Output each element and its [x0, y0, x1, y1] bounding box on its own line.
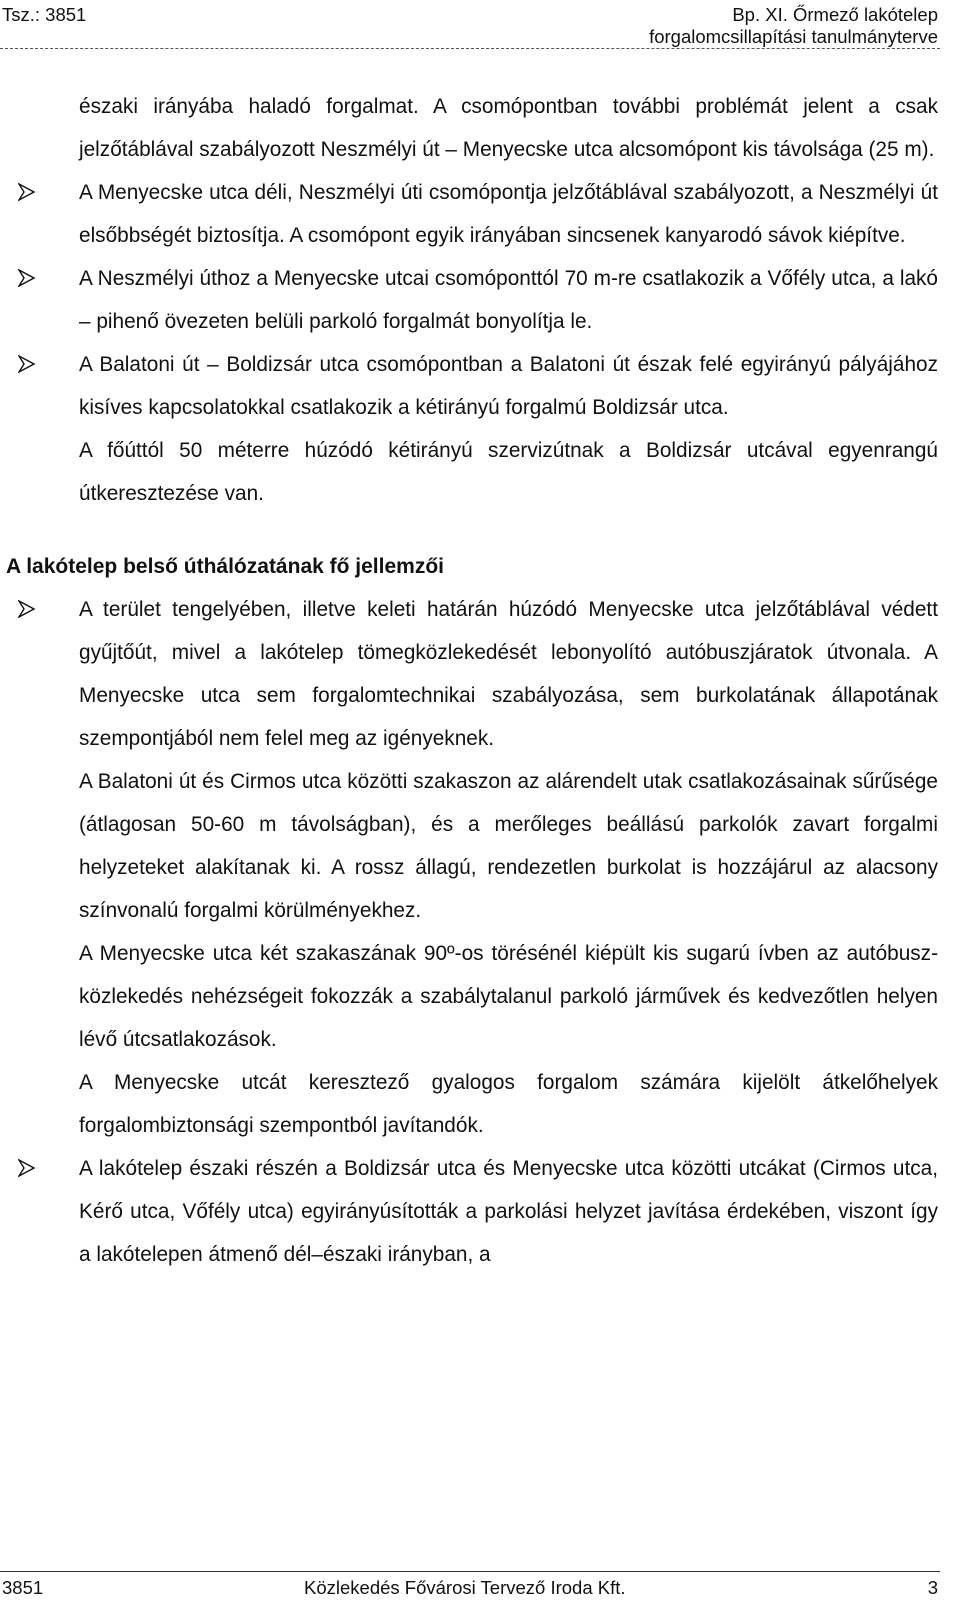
arrowhead-bullet-icon — [18, 183, 36, 201]
paragraph-pedestrian-crossings: A Menyecske utcát keresztező gyalogos forgalom számára kijelölt átkelőhelyek forgalombiztonsági szempontból javítandók. — [79, 1071, 938, 1137]
arrowhead-bullet-icon — [18, 1159, 36, 1177]
arrowhead-bullet-icon — [18, 355, 36, 373]
list-item-text: A terület tengelyében, illetve keleti határán húzódó Menyecske utca jelzőtáblával védett gyűjtőút, mivel a lakótelep tömegközlekedését lebonyolító autóbuszjáratok útvonala. A Menyecske utca sem forgalomtechnikai szabályozása, sem burkolatának állapotának szempontjából nem felel meg az igényeknek. — [79, 598, 938, 750]
arrowhead-bullet-icon — [18, 269, 36, 287]
list-item — [0, 257, 938, 343]
list-item — [0, 1147, 938, 1276]
list-item-text: A Neszmélyi úthoz a Menyecske utcai csomóponttól 70 m-re csatlakozik a Vőfély utca, a lakó – pihenő övezeten belüli parkoló forgalmát bonyolítja le. — [79, 267, 938, 333]
list-item-text: A Balatoni út – Boldizsár utca csomópontban a Balatoni út észak felé egyirányú pályájához kisíves kapcsolatokkal csatlakozik a kétirányú forgalmú Boldizsár utca. — [79, 353, 938, 419]
bullet-list-top — [0, 171, 938, 429]
header-title-line1: Bp. XI. Őrmező lakótelep — [732, 4, 938, 25]
paragraph-balatoni-cirmos: A Balatoni út és Cirmos utca közötti szakaszon az alárendelt utak csatlakozásainak sűrűsége (átlagosan 50-60 m távolságban), és a merőleges beállású parkolók zavart forgalmi helyzeteket alakítanak ki. A rossz állagú, rendezetlen burkolat is hozzájárul az alacsony színvonalú forgalmi körülményekhez. — [79, 770, 938, 922]
bullet-list-last — [0, 1147, 938, 1276]
header-divider — [0, 48, 940, 49]
header-doc-number: Tsz.: 3851 — [2, 4, 87, 25]
footer-page-number: 3 — [927, 1577, 938, 1598]
continuation-paragraph: északi irányába haladó forgalmat. A csomópontban további problémát jelent a csak jelzőtáblával szabályozott Neszmélyi út – Menyecske utca alcsomópont kis távolsága (25 m). — [79, 95, 938, 161]
list-item — [0, 171, 938, 257]
footer-divider — [0, 1571, 940, 1572]
list-item-text: A lakótelep északi részén a Boldizsár utca és Menyecske utca közötti utcákat (Cirmos utca, Kérő utca, Vőfély utca) egyirányúsították a parkolási helyzet javítása érdekében, viszont így a lakótelepen átmenő dél–északi irányban, a — [79, 1157, 938, 1266]
header-title — [649, 4, 938, 48]
paragraph-bus-curve: A Menyecske utca két szakaszának 90º-os törésénél kiépült kis sugarú ívben az autóbusz-közlekedés nehézségeit fokozzák a szabálytalanul parkoló járművek és kedvezőtlen helyen lévő útcsatlakozások. — [79, 942, 938, 1051]
list-item-text: A Menyecske utca déli, Neszmélyi úti csomópontja jelzőtáblával szabályozott, a Neszmélyi út elsőbbségét biztosítja. A csomópont egyik irányában sincsenek kanyarodó sávok kiépítve. — [79, 181, 938, 247]
list-item — [0, 588, 938, 760]
arrowhead-bullet-icon — [18, 600, 36, 618]
list-item — [0, 343, 938, 429]
footer-company: Közlekedés Fővárosi Tervező Iroda Kft. — [304, 1577, 626, 1598]
paragraph-service-road: A főúttól 50 méterre húzódó kétirányú szervizútnak a Boldizsár utcával egyenrangú útkeresztezése van. — [79, 439, 938, 505]
header-title-line2: forgalomcsillapítási tanulmányterve — [649, 26, 938, 47]
footer-doc-number: 3851 — [2, 1577, 44, 1598]
document-body — [0, 85, 938, 1276]
section-heading: A lakótelep belső úthálózatának fő jellemzői — [6, 555, 444, 578]
bullet-list-section2 — [0, 588, 938, 760]
